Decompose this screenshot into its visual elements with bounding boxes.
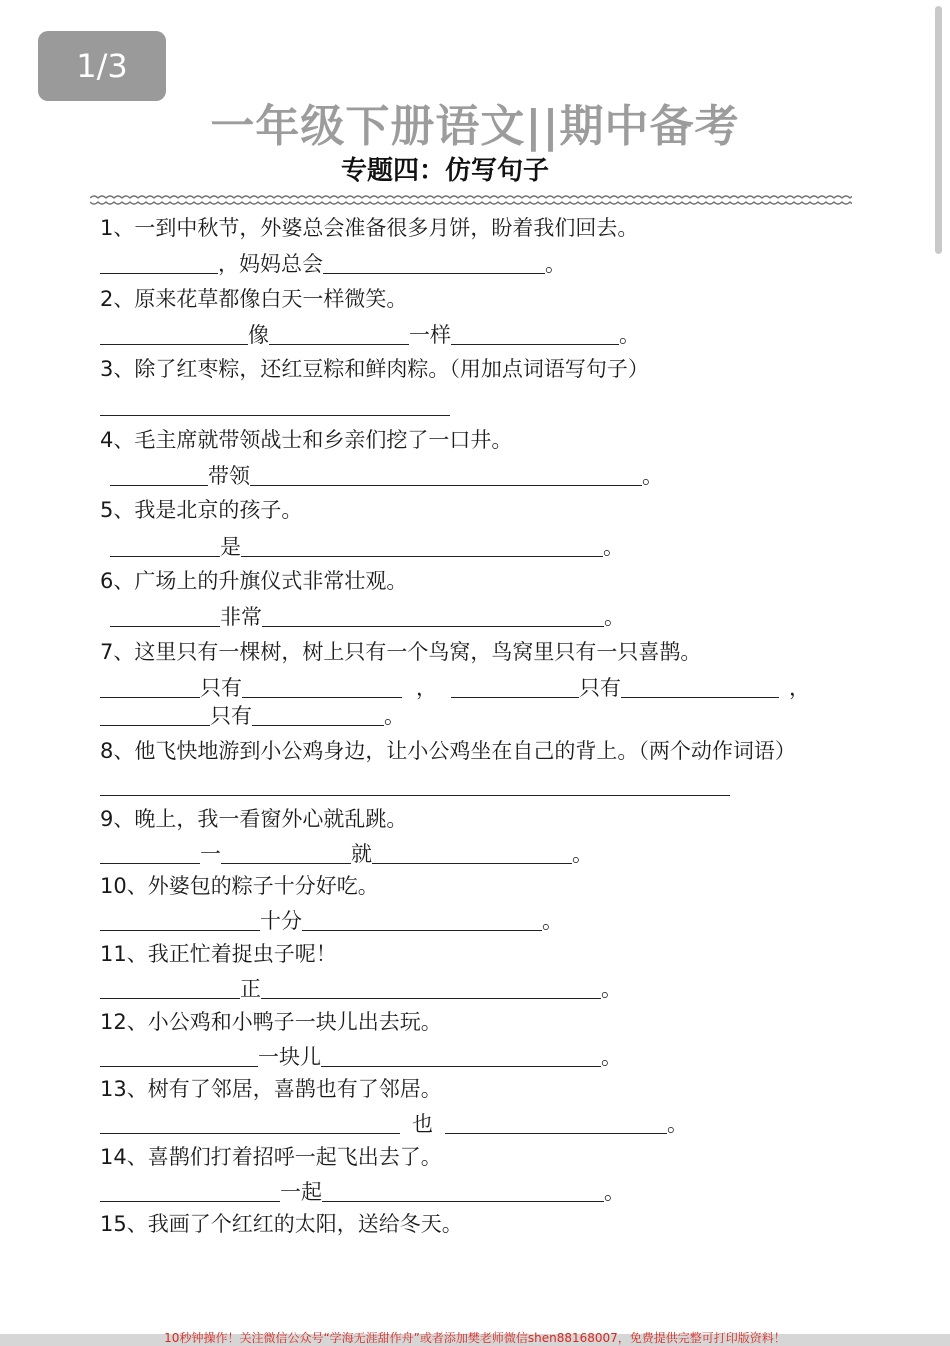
blank[interactable]: [252, 703, 384, 726]
answer-line-6: 非常 。: [100, 601, 625, 633]
question-7: 7、这里只有一棵树，树上只有一个鸟窝，鸟窝里只有一只喜鹊。: [100, 640, 702, 664]
answer-line-12: 一块儿 。: [100, 1041, 622, 1073]
blank[interactable]: [269, 322, 409, 345]
question-5: 5、我是北京的孩子。: [100, 498, 303, 522]
question-11: 11、我正忙着捉虫子呢！: [100, 942, 337, 966]
footer-notice: 10秒钟操作！关注微信公众号“学海无涯甜作舟”或者添加樊老师微信shen88168007，免费提供完整可打印版资料！: [164, 1331, 786, 1345]
blank[interactable]: [100, 322, 248, 345]
question-13: 13、树有了邻居，喜鹊也有了邻居。: [100, 1077, 442, 1101]
answer-line-5: 是 。: [100, 531, 624, 563]
answer-line-7b: 只有 。: [100, 700, 405, 732]
answer-line-9: 一 就 。: [100, 838, 593, 870]
blank[interactable]: [445, 1111, 667, 1134]
question-12: 12、小公鸡和小鸭子一块儿出去玩。: [100, 1010, 442, 1034]
question-10: 10、外婆包的粽子十分好吃。: [100, 874, 379, 898]
blank[interactable]: [621, 675, 779, 698]
page-indicator: 1/3: [38, 31, 166, 101]
answer-line-11: 正 。: [100, 973, 622, 1005]
blank[interactable]: [302, 908, 542, 931]
blank[interactable]: [100, 703, 210, 726]
answer-line-1: ，妈妈总会 。: [100, 248, 566, 280]
blank[interactable]: [262, 604, 604, 627]
answer-line-13: 也 。: [100, 1108, 688, 1140]
question-8: 8、他飞快地游到小公鸡身边，让小公鸡坐在自己的背上。（两个动作词语）: [100, 739, 796, 763]
answer-line-14: 一起 。: [100, 1176, 625, 1208]
blank[interactable]: [100, 1044, 258, 1067]
question-9: 9、晚上，我一看窗外心就乱跳。: [100, 807, 408, 831]
blank[interactable]: [242, 675, 402, 698]
blank[interactable]: [110, 463, 208, 486]
answer-line-2: 像 一样 。: [100, 319, 640, 351]
blank[interactable]: [100, 773, 730, 796]
blank[interactable]: [323, 251, 545, 274]
question-2: 2、原来花草都像白天一样微笑。: [100, 287, 408, 311]
question-6: 6、广场上的升旗仪式非常壮观。: [100, 569, 408, 593]
question-14: 14、喜鹊们打着招呼一起飞出去了。: [100, 1145, 442, 1169]
blank[interactable]: [250, 463, 642, 486]
blank[interactable]: [100, 1179, 280, 1202]
blank[interactable]: [100, 976, 240, 999]
document-subtitle: 专题四：仿写句子: [340, 156, 549, 186]
blank[interactable]: [100, 908, 260, 931]
blank[interactable]: [451, 675, 579, 698]
answer-line-10: 十分 。: [100, 905, 563, 937]
blank[interactable]: [451, 322, 619, 345]
wavy-divider: [90, 193, 852, 207]
blank[interactable]: [261, 976, 601, 999]
answer-line-8: [100, 770, 730, 802]
question-15: 15、我画了个红红的太阳，送给冬天。: [100, 1212, 463, 1236]
blank[interactable]: [110, 534, 220, 557]
blank[interactable]: [100, 841, 200, 864]
blank[interactable]: [110, 604, 220, 627]
blank[interactable]: [241, 534, 603, 557]
blank[interactable]: [322, 1179, 604, 1202]
answer-line-7a: 只有 ， 只有 ，: [100, 672, 810, 704]
blank[interactable]: [100, 675, 200, 698]
blank[interactable]: [221, 841, 351, 864]
answer-line-3: [100, 390, 450, 422]
answer-line-4: 带领 。: [100, 460, 663, 492]
question-3: 3、除了红枣粽，还红豆粽和鲜肉粽。（用加点词语写句子）: [100, 357, 649, 381]
document-title: 一年级下册语文||期中备考: [210, 101, 740, 152]
blank[interactable]: [321, 1044, 601, 1067]
question-4: 4、毛主席就带领战士和乡亲们挖了一口井。: [100, 428, 513, 452]
blank[interactable]: [372, 841, 572, 864]
blank[interactable]: [100, 1111, 400, 1134]
question-1: 1、一到中秋节，外婆总会准备很多月饼，盼着我们回去。: [100, 216, 639, 240]
blank[interactable]: [100, 393, 450, 416]
blank[interactable]: [100, 251, 218, 274]
